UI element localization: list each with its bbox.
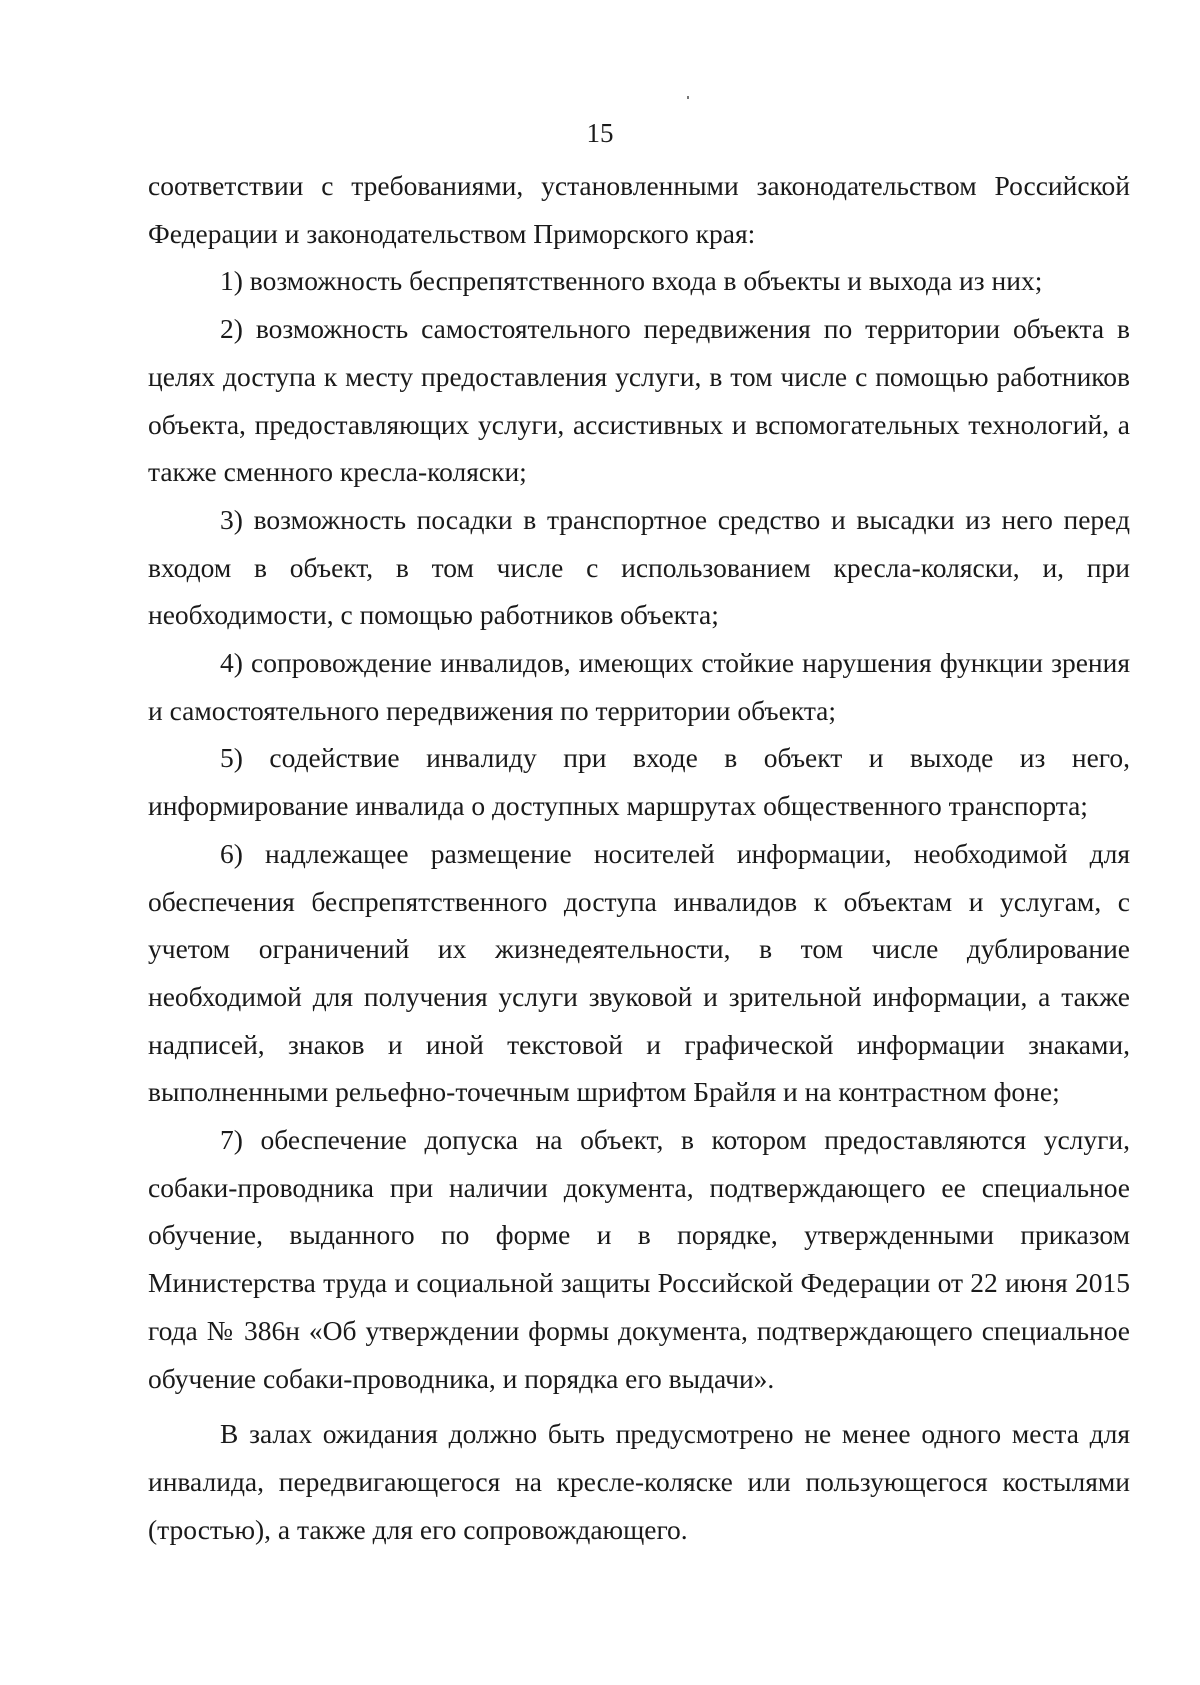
- list-item-4: 4) сопровождение инвалидов, имеющих стойкие нарушения функции зрения и самостоятельного передвижения по территории объекта;: [148, 647, 1130, 726]
- page-number: 15: [586, 118, 614, 148]
- body-text: [148, 162, 1130, 1553]
- list-item-2: 2) возможность самостоятельного передвижения по территории объекта в целях доступа к месту предоставления услуги, в том числе с помощью работников объекта, предоставляющих услуги, ассистивных и вспомогательных технологий, а также сменного кресла-коляски;: [148, 313, 1130, 488]
- list-item-5: 5) содействие инвалиду при входе в объект и выходе из него, информирование инвалида о доступных маршрутах общественного транспорта;: [148, 742, 1130, 822]
- list-item-6: 6) надлежащее размещение носителей информации, необходимой для обеспечения беспрепятственного доступа инвалидов к объектам и услугам, с учетом ограничений их жизнедеятельности, в том числе дублирование необходимой для получения услуги звуковой и зрительной информации, а также надписей, знаков и иной текстовой и графической информации знаками, выполненными рельефно-точечным шрифтом Брайля и на контрастном фоне;: [148, 837, 1130, 1108]
- list-item-1: 1) возможность беспрепятственного входа в объекты и выхода из них;: [220, 265, 1043, 297]
- list-item-3: 3) возможность посадки в транспортное средство и высадки из него перед входом в объект, в том числе с использованием кресла-коляски, и, при необходимости, с помощью работников объекта;: [148, 503, 1130, 631]
- paragraph-continuation: соответствии с требованиями, установленными законодательством Российской Федерации и законодательством Приморского края:: [148, 170, 1130, 249]
- list-item-7: 7) обеспечение допуска на объект, в котором предоставляются услуги, собаки-проводника при наличии документа, подтверждающего ее специальное обучение, выданного по форме и в порядке, утвержденными приказом Министерства труда и социальной защиты Российской Федерации от 22 июня 2015 года № 386н «Об утверждении формы документа, подтверждающего специальное обучение собаки-проводника, и порядка его выдачи».: [148, 1124, 1130, 1394]
- paragraph-waiting-rooms: В залах ожидания должно быть предусмотрено не менее одного места для инвалида, передвигающегося на кресле-коляске или пользующегося костылями (тростью), а также для его сопровождающего.: [148, 1418, 1130, 1545]
- scan-speck: [687, 96, 689, 99]
